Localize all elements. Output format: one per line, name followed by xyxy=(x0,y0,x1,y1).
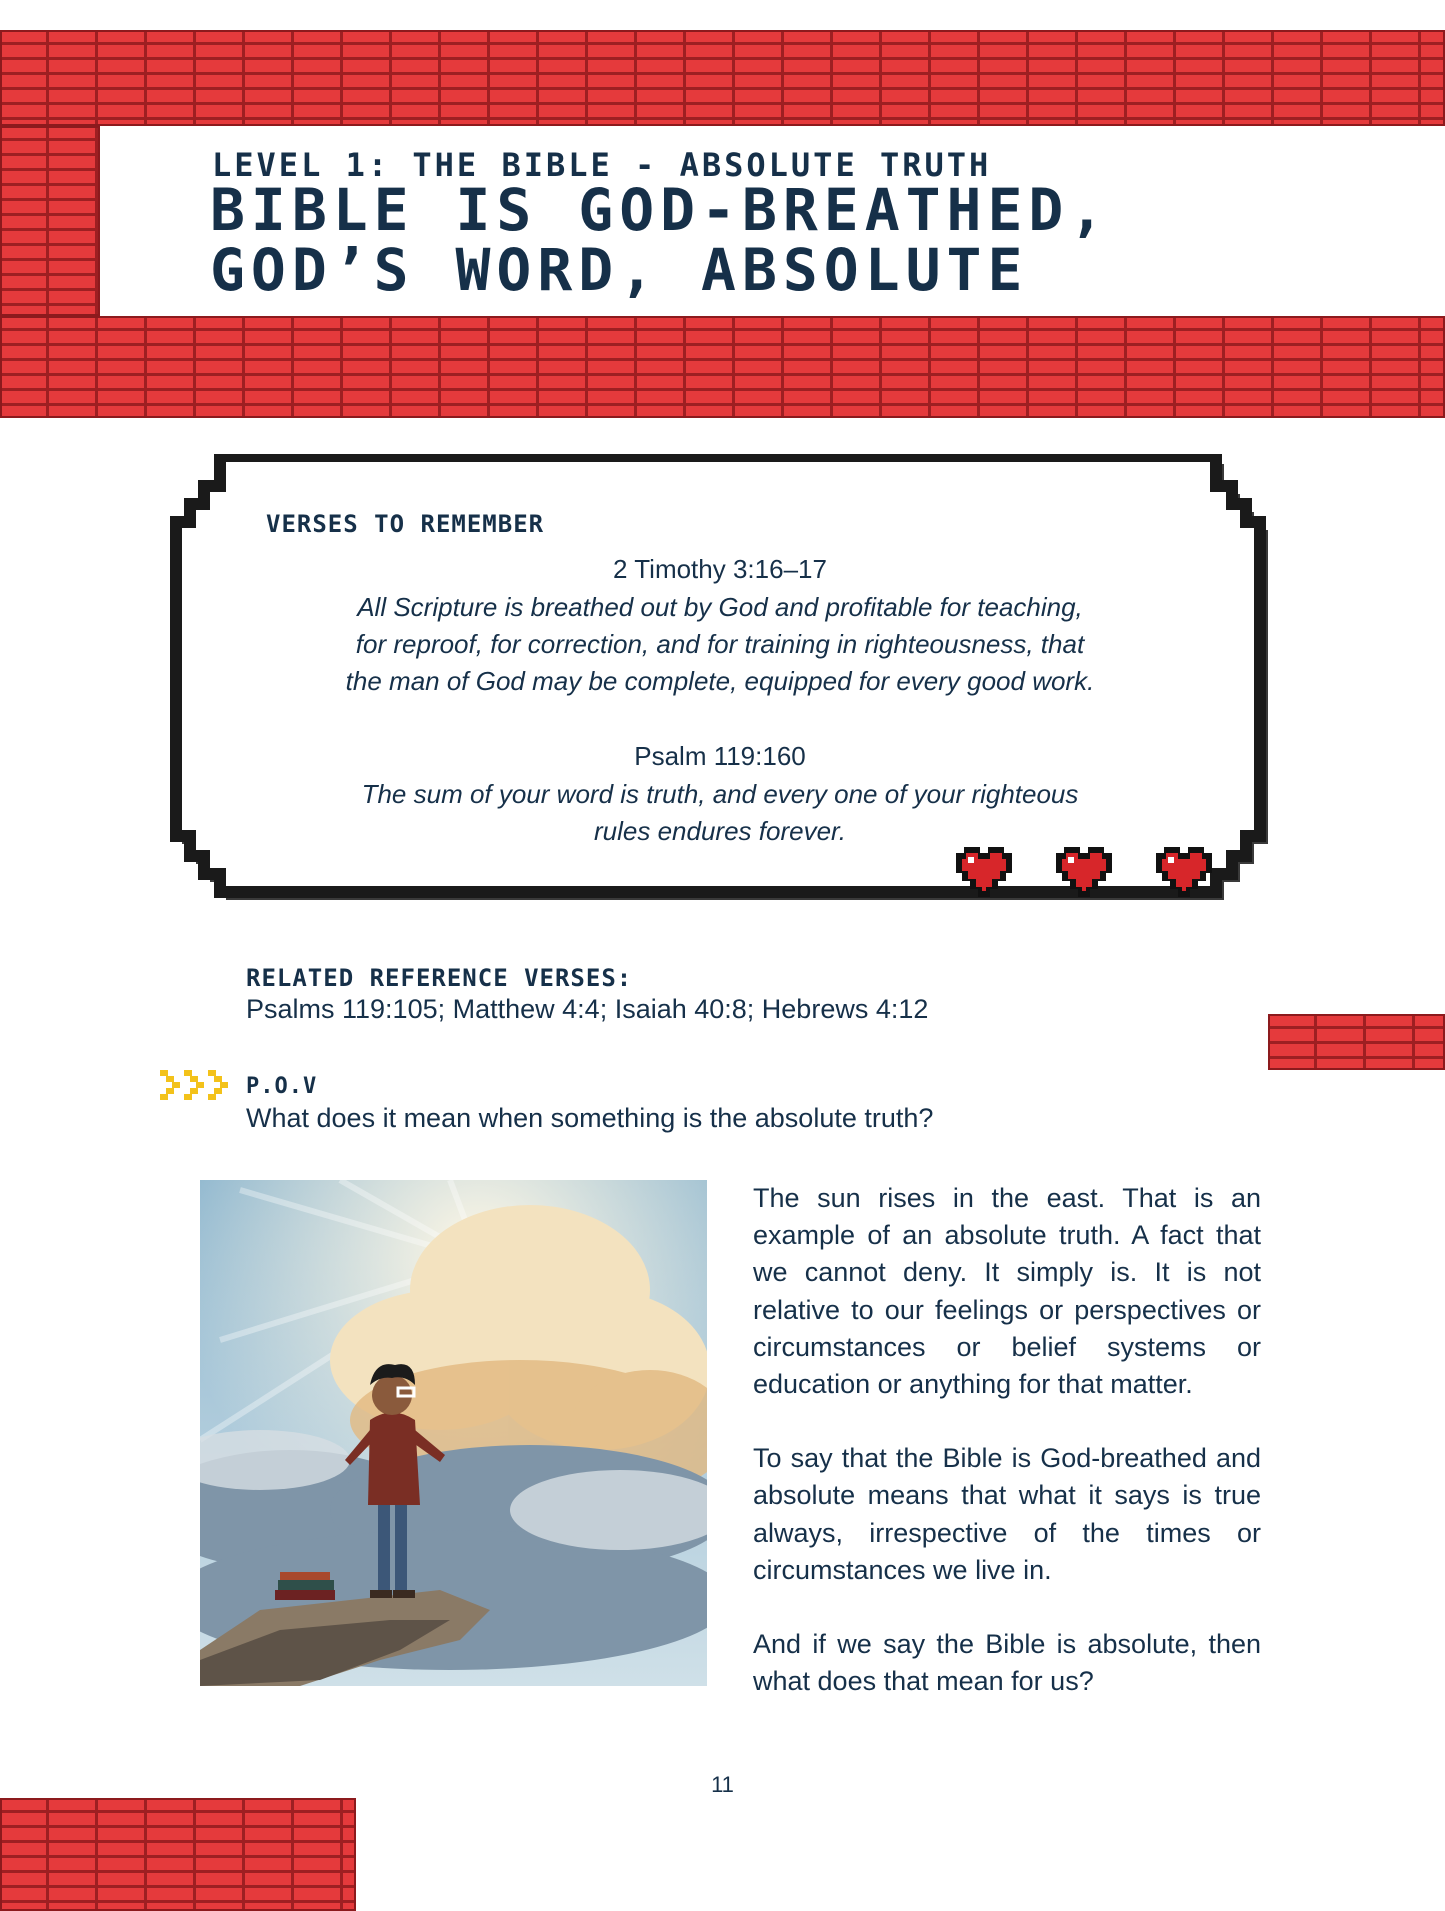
body-paragraph: To say that the Bible is God-breathed and absolute means that what it says is true always, irrespective of the times or circumstances we live in. xyxy=(753,1443,1261,1585)
related-heading: RELATED REFERENCE VERSES: xyxy=(246,964,633,992)
page-title-line-2: GOD’S WORD, ABSOLUTE xyxy=(210,236,1029,304)
illustration-person-on-cliff xyxy=(200,1180,707,1686)
page-title xyxy=(210,176,1111,304)
body-paragraph: The sun rises in the east. That is an example of an absolute truth. A fact that we cannot deny. It simply is. It is not relative to our feelings or perspectives or circumstances or belief systems or education or anything for that matter. xyxy=(753,1183,1261,1400)
verses-heading: VERSES TO REMEMBER xyxy=(266,510,545,538)
chevrons-right-icon xyxy=(160,1066,232,1110)
verse-line: for reproof, for correction, and for training in righteousness, that xyxy=(355,629,1085,659)
brick-block-bottom-left xyxy=(0,1798,356,1911)
brick-column-left xyxy=(0,126,100,316)
body-text xyxy=(753,1180,1261,1737)
brick-band-lower xyxy=(0,316,1445,418)
page-title-line-1: BIBLE IS GOD-BREATHED, xyxy=(210,176,1111,244)
brick-band-top xyxy=(0,30,1445,126)
related-verses-list: Psalms 119:105; Matthew 4:4; Isaiah 40:8; Hebrews 4:12 xyxy=(246,994,929,1024)
pov-question: What does it mean when something is the absolute truth? xyxy=(246,1103,934,1133)
verse-reference: 2 Timothy 3:16–17 xyxy=(613,554,827,584)
body-paragraph: And if we say the Bible is absolute, then what does that mean for us? xyxy=(753,1629,1261,1697)
brick-block-right xyxy=(1268,1014,1445,1070)
pov-heading: P.O.V xyxy=(246,1074,318,1099)
verse-reference: Psalm 119:160 xyxy=(634,741,806,771)
verse-line: the man of God may be complete, equipped for every good work. xyxy=(345,666,1095,696)
level-label: LEVEL 1: THE BIBLE - ABSOLUTE TRUTH xyxy=(212,146,992,184)
verse-line: rules endures forever. xyxy=(594,816,846,846)
page-number: 11 xyxy=(711,1772,734,1797)
verse-line: All Scripture is breathed out by God and profitable for teaching, xyxy=(357,592,1083,622)
verse-line: The sum of your word is truth, and every one of your righteous xyxy=(361,779,1079,809)
